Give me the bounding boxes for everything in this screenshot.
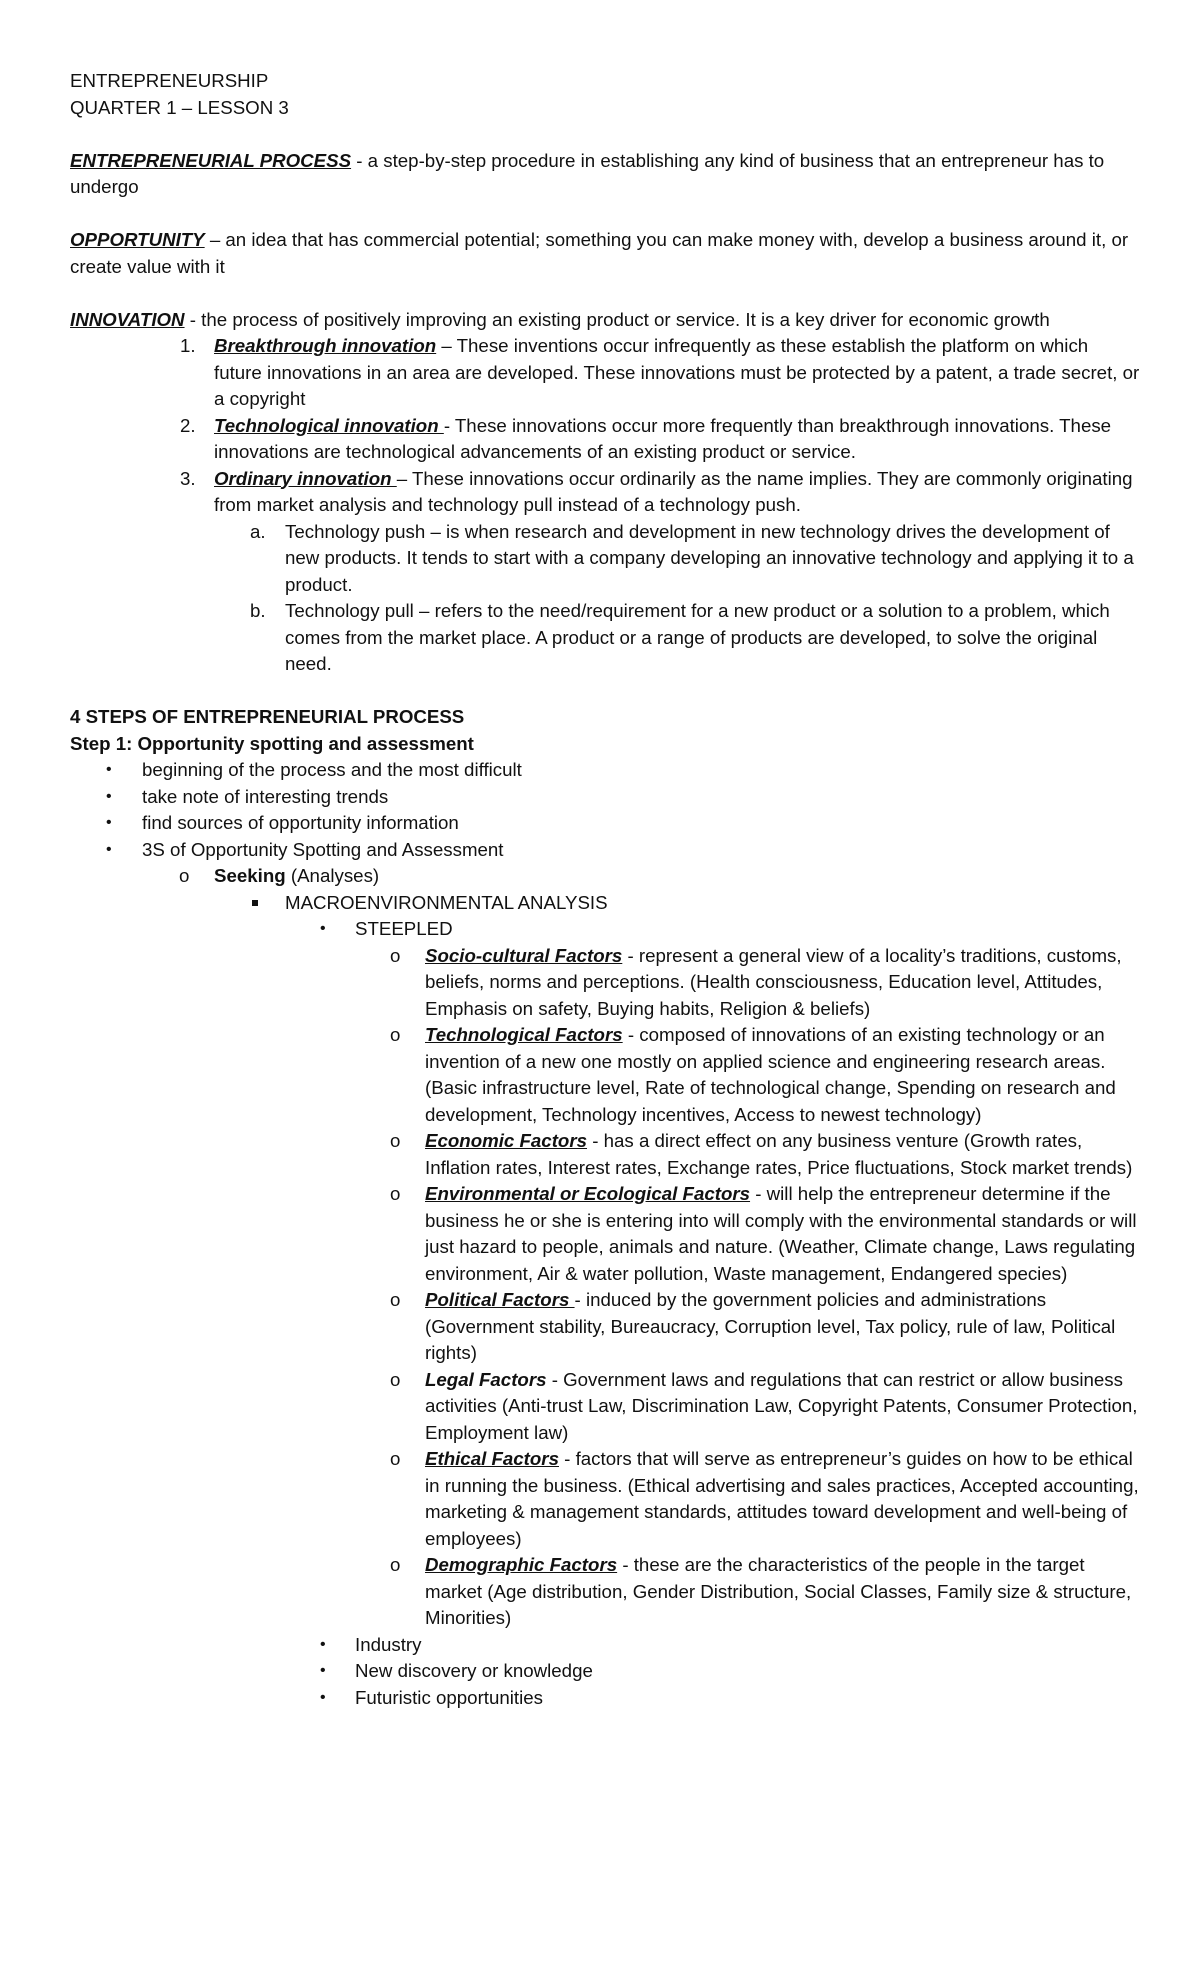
bullet-icon: •: [320, 920, 326, 937]
innovation-type-item: [70, 466, 1140, 519]
item-text: take note of interesting trends: [142, 785, 389, 807]
circle-bullet-icon: o: [390, 1024, 401, 1045]
list-item: [70, 757, 1140, 784]
item-text: – These innovations occur ordinarily as the name implies. They are commonly originating from market analysis and technology pull instead of a technology push.: [214, 467, 1133, 515]
spacer: [70, 678, 1140, 705]
factor-item: [70, 1367, 1140, 1447]
term-political-factors: Political Factors: [425, 1289, 575, 1310]
document-page: [70, 68, 1140, 1711]
bullet-icon: •: [320, 1662, 326, 1679]
item-text: - has a direct effect on any business venture (Growth rates, Inflation rates, Interest rates, Exchange rates, Price fluctuations, Stock market trends): [425, 1130, 1133, 1178]
circle-bullet-icon: o: [390, 1289, 401, 1310]
definition-entrepreneurial-process: [70, 148, 1140, 201]
item-text: 3S of Opportunity Spotting and Assessment: [142, 838, 504, 860]
term-ordinary-innovation: Ordinary innovation: [214, 467, 397, 489]
spacer: [70, 121, 1140, 148]
term-economic-factors: Economic Factors: [425, 1130, 588, 1151]
item-text: Technology push – is when research and development in new technology drives the development of new products. It tends to start with a company developing an innovative technology and applying it to a product.: [285, 520, 1134, 595]
bullet-icon: •: [106, 761, 112, 778]
item-text: Futuristic opportunities: [355, 1686, 543, 1708]
item-text: - represent a general view of a locality’s traditions, customs, beliefs, norms and perceptions. (Health consciousness, Education level, Attitudes, Emphasis on safety, Buying habits, Religion & beliefs): [425, 944, 1122, 1019]
term-opportunity: OPPORTUNITY: [70, 229, 205, 250]
innovation-type-item: [70, 333, 1140, 413]
item-text: Technology pull – refers to the need/requirement for a new product or a solution to a problem, which comes from the market place. A product or a range of products are developed, to solve the original need.: [285, 600, 1110, 674]
factor-item: [70, 1128, 1140, 1181]
definition-opportunity: [70, 227, 1140, 280]
term-technological-innovation: Technological innovation: [214, 414, 444, 436]
term-legal-factors: Legal Factors: [425, 1368, 547, 1390]
list-number: 3.: [180, 467, 196, 489]
bullet-icon: •: [320, 1635, 326, 1653]
bullet-icon: •: [106, 787, 112, 805]
circle-bullet-icon: o: [390, 1183, 401, 1204]
definition-innovation: [70, 307, 1140, 334]
term-demographic-factors: Demographic Factors: [425, 1554, 618, 1575]
factor-item: [70, 1552, 1140, 1632]
item-text: beginning of the process and the most difficult: [142, 759, 522, 780]
spacer: [70, 280, 1140, 307]
list-item: [70, 1658, 1140, 1685]
list-item: [70, 810, 1140, 837]
list-letter: b.: [250, 600, 266, 621]
technology-type-item: [70, 519, 1140, 599]
circle-bullet-icon: o: [390, 1554, 401, 1575]
list-item: [70, 1685, 1140, 1712]
list-item: [70, 863, 1140, 890]
item-text: - these are the characteristics of the people in the target market (Age distribution, Gender Distribution, Social Classes, Family size & structure, Minorities): [425, 1554, 1132, 1628]
definition-text: - the process of positively improving an existing product or service. It is a key driver for economic growth: [184, 308, 1050, 330]
definition-text: - a step-by-step procedure in establishing any kind of business that an entrepreneur has to undergo: [70, 149, 1105, 197]
technology-type-item: [70, 598, 1140, 678]
factor-item: [70, 1181, 1140, 1287]
step1-title: Step 1: Opportunity spotting and assessment: [70, 732, 474, 754]
definition-text: – an idea that has commercial potential; something you can make money with, develop a business around it, or create value with it: [70, 229, 1129, 277]
factor-item: [70, 1287, 1140, 1367]
list-item: [70, 784, 1140, 811]
item-text: STEEPLED: [355, 918, 453, 939]
circle-bullet-icon: o: [390, 1448, 401, 1469]
item-text: New discovery or knowledge: [355, 1660, 593, 1681]
item-text: - Government laws and regulations that can restrict or allow business activities (Anti-trust Law, Discrimination Law, Copyright Patents, Consumer Protection, Employment law): [425, 1368, 1138, 1443]
item-text: MACROENVIRONMENTAL ANALYSIS: [285, 891, 608, 913]
seeking-label: Seeking: [214, 865, 286, 886]
item-text: (Analyses): [285, 865, 380, 886]
list-item: [70, 837, 1140, 864]
circle-bullet-icon: o: [390, 944, 401, 966]
factor-item: [70, 1446, 1140, 1552]
innovation-type-item: [70, 413, 1140, 466]
list-item: [70, 916, 1140, 943]
bullet-icon: •: [320, 1688, 326, 1706]
term-entrepreneurial-process: ENTREPRENEURIAL PROCESS: [70, 149, 352, 171]
circle-bullet-icon: o: [179, 865, 190, 886]
term-environmental-factors: Environmental or Ecological Factors: [425, 1183, 751, 1204]
term-technological-factors: Technological Factors: [425, 1024, 623, 1045]
steps-heading: 4 STEPS OF ENTREPRENEURIAL PROCESS: [70, 706, 465, 727]
item-text: - will help the entrepreneur determine if the business he or she is entering into will comply with the environmental standards or will just hazard to people, animals and nature. (Weather, Climate change, Laws regulating environment, Air & water pollution, Waste management, Endangered species): [425, 1183, 1137, 1284]
circle-bullet-icon: o: [390, 1130, 401, 1151]
item-text: Industry: [355, 1633, 422, 1655]
list-item: [70, 1632, 1140, 1659]
circle-bullet-icon: o: [390, 1368, 401, 1390]
term-breakthrough-innovation: Breakthrough innovation: [214, 335, 437, 356]
item-text: - induced by the government policies and administrations (Government stability, Bureaucracy, Corruption level, Tax policy, rule of law, Political rights): [425, 1289, 1116, 1363]
factor-item: [70, 943, 1140, 1023]
subject-title: ENTREPRENEURSHIP: [70, 70, 269, 91]
list-letter: a.: [250, 520, 266, 542]
list-item: [70, 890, 1140, 917]
item-text: - factors that will serve as entrepreneur’s guides on how to be ethical in running the business. (Ethical advertising and sales practices, Accepted accounting, marketing & management standards, attitudes toward development and well-being of employees): [425, 1448, 1139, 1549]
lesson-title: QUARTER 1 – LESSON 3: [70, 96, 289, 118]
item-text: - composed of innovations of an existing technology or an invention of a new one mostly on applied science and engineering research areas. (Basic infrastructure level, Rate of technological change, Spending on research and development, Technology incentives, Access to newest technology): [425, 1024, 1116, 1125]
item-text: - These innovations occur more frequently than breakthrough innovations. These innovations are technological advancements of an existing product or service.: [214, 414, 1112, 462]
item-text: – These inventions occur infrequently as these establish the platform on which future innovations in an area are developed. These innovations must be protected by a patent, a trade secret, or a copyright: [214, 335, 1140, 409]
spacer: [70, 201, 1140, 228]
square-bullet-icon: [252, 900, 258, 906]
list-number: 2.: [180, 414, 196, 436]
term-innovation: INNOVATION: [70, 308, 185, 330]
list-number: 1.: [180, 335, 196, 356]
term-socio-cultural-factors: Socio-cultural Factors: [425, 944, 623, 966]
bullet-icon: •: [106, 814, 112, 831]
factor-item: [70, 1022, 1140, 1128]
item-text: find sources of opportunity information: [142, 812, 459, 833]
term-ethical-factors: Ethical Factors: [425, 1448, 559, 1469]
bullet-icon: •: [106, 840, 112, 858]
